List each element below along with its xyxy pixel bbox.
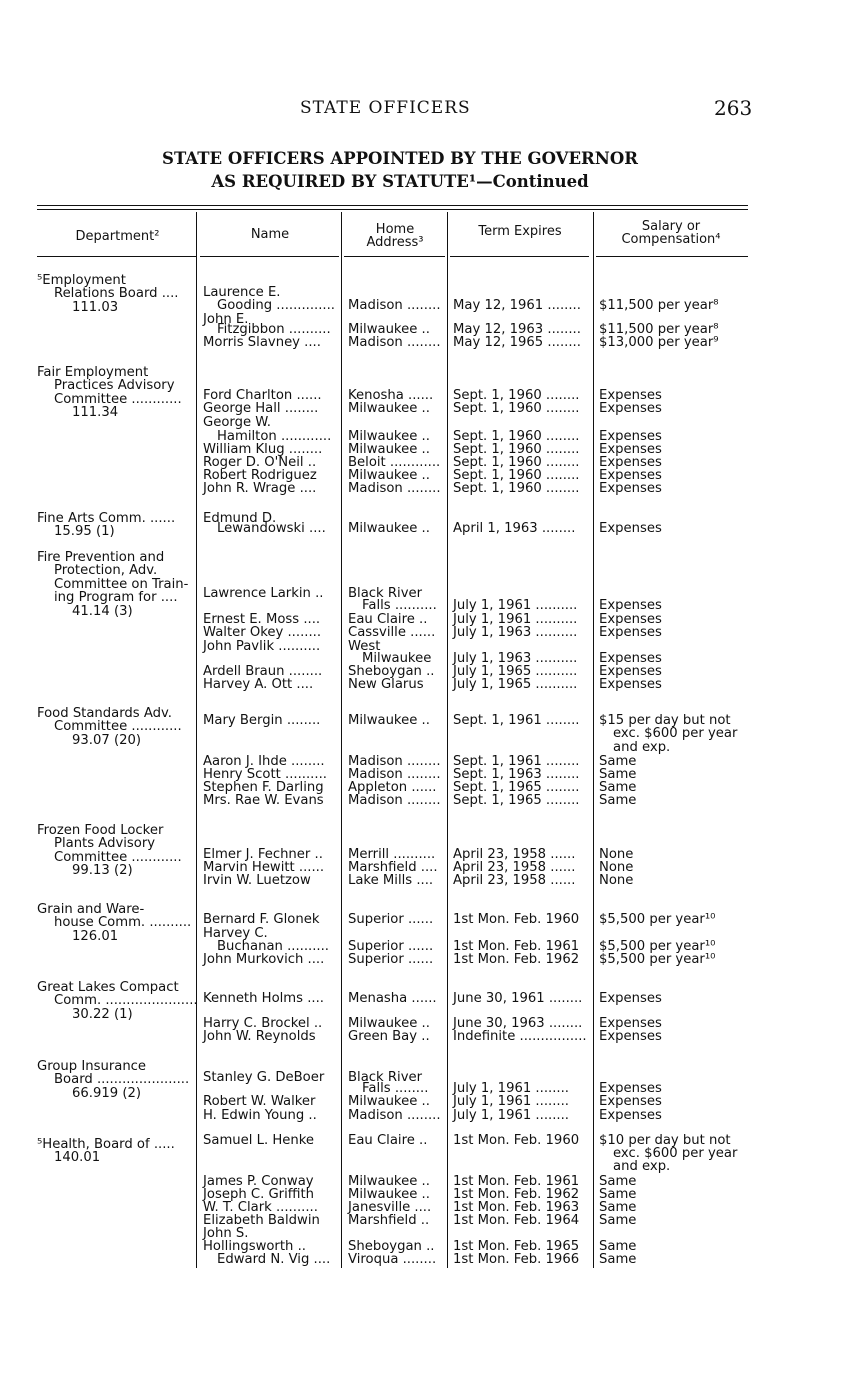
department-line: house Comm. .......... [54, 915, 192, 931]
officer-name-cell: Ford Charlton ...... [203, 388, 322, 403]
term-expires-cell: Sept. 1, 1965 ........ [453, 793, 580, 808]
term-expires-cell: 1st Mon. Feb. 1962 [453, 952, 580, 967]
officer-name-cell: Walter Okey ........ [203, 625, 322, 640]
officer-name-cell: James P. Conway [203, 1174, 314, 1189]
home-address-cell: Cassville ...... [348, 625, 436, 640]
officer-name-cell: Elizabeth Baldwin [203, 1213, 320, 1228]
officer-name-cell: Lewandowski .... [217, 521, 326, 536]
department-line: Grain and Ware- [37, 902, 145, 917]
home-address-cell: New Glarus [348, 677, 424, 692]
officer-name-cell: Stephen F. Darling [203, 780, 324, 795]
term-expires-cell: 1st Mon. Feb. 1966 [453, 1252, 580, 1267]
term-expires-cell: Sept. 1, 1960 ........ [453, 388, 580, 403]
home-address-cell: Black River [348, 586, 423, 601]
salary-cell: Same [599, 754, 637, 769]
department-line: Committee ............ [54, 719, 182, 735]
term-expires-cell: May 12, 1965 ........ [453, 335, 581, 350]
salary-cell: Expenses [599, 677, 662, 692]
salary-cell: Expenses [599, 651, 662, 666]
salary-cell: and exp. [613, 740, 671, 755]
department-entry [37, 1138, 197, 1165]
home-address-cell: Merrill .......... [348, 847, 436, 862]
department-line: ⁵Employment [37, 273, 126, 288]
officer-name-cell: Kenneth Holms .... [203, 991, 324, 1006]
term-expires-cell: May 12, 1961 ........ [453, 298, 581, 313]
home-address-cell: Madison ........ [348, 793, 441, 808]
term-expires-cell: 1st Mon. Feb. 1965 [453, 1239, 580, 1254]
officer-name-cell: John Murkovich .... [203, 952, 325, 967]
department-line: Comm. ...................... [54, 993, 198, 1009]
department-entry [37, 274, 197, 314]
salary-cell: Expenses [599, 598, 662, 613]
salary-cell: Expenses [599, 612, 662, 627]
officer-name-cell: Mrs. Rae W. Evans [203, 793, 324, 808]
term-expires-cell: July 1, 1965 .......... [453, 677, 578, 692]
home-address-cell: Milwaukee [362, 651, 432, 666]
term-expires-cell: July 1, 1961 .......... [453, 598, 578, 613]
officer-name-cell: Laurence E. [203, 285, 281, 300]
officer-name-cell: Marvin Hewitt ...... [203, 860, 325, 875]
department-line: 66.919 (2) [72, 1085, 142, 1101]
officer-name-cell: Gooding .............. [217, 298, 335, 313]
home-address-cell: Superior ...... [348, 939, 434, 954]
header-salary-line-2: Compensation⁴ [621, 232, 721, 247]
term-expires-cell: Sept. 1, 1960 ........ [453, 481, 580, 496]
salary-cell: None [599, 873, 634, 888]
officer-name-cell: Robert W. Walker [203, 1094, 316, 1109]
officer-name-cell: John Pavlik .......... [203, 639, 321, 654]
term-expires-cell: July 1, 1961 ........ [453, 1094, 569, 1109]
home-address-cell: Appleton ...... [348, 780, 437, 795]
salary-cell: Expenses [599, 664, 662, 679]
department-line: 41.14 (3) [72, 603, 133, 619]
term-expires-cell: May 12, 1963 ........ [453, 322, 581, 337]
salary-cell: $11,500 per year⁸ [599, 322, 719, 337]
department-line: Practices Advisory [54, 378, 175, 394]
department-entry [37, 824, 197, 878]
term-expires-cell: July 1, 1961 ........ [453, 1108, 569, 1123]
running-title: STATE OFFICERS [300, 98, 471, 118]
department-line: Great Lakes Compact [37, 980, 179, 995]
officer-name-cell: Harry C. Brockel .. [203, 1016, 323, 1031]
home-address-cell: Milwaukee .. [348, 713, 430, 728]
officer-name-cell: William Klug ........ [203, 442, 323, 457]
salary-cell: Expenses [599, 1081, 662, 1096]
home-address-cell: Milwaukee .. [348, 1174, 430, 1189]
salary-cell: $13,000 per year⁹ [599, 335, 719, 350]
officer-name-cell: Elmer J. Fechner .. [203, 847, 323, 862]
officer-name-cell: Samuel L. Henke [203, 1133, 315, 1148]
salary-cell: $5,500 per year¹⁰ [599, 912, 716, 927]
home-address-cell: Milwaukee .. [348, 322, 430, 337]
home-address-cell: Superior ...... [348, 952, 434, 967]
salary-cell: Expenses [599, 521, 662, 536]
officer-name-cell: Mary Bergin ........ [203, 713, 321, 728]
top-rule-inner [37, 209, 748, 210]
officer-name-cell: Henry Scott .......... [203, 767, 327, 782]
officer-name-cell: John S. [203, 1226, 249, 1241]
department-line: Fine Arts Comm. ...... [37, 511, 176, 526]
officer-name-cell: John R. Wrage .... [203, 481, 317, 496]
department-line: Food Standards Adv. [37, 706, 173, 721]
term-expires-cell: 1st Mon. Feb. 1963 [453, 1200, 580, 1215]
salary-cell: Expenses [599, 481, 662, 496]
term-expires-cell: Indefinite ................ [453, 1029, 587, 1044]
salary-cell: Same [599, 1252, 637, 1267]
term-expires-cell: July 1, 1965 .......... [453, 664, 578, 679]
top-rule [37, 205, 748, 206]
home-address-cell: Superior ...... [348, 912, 434, 927]
home-address-cell: Beloit ............ [348, 455, 441, 470]
term-expires-cell: Sept. 1, 1960 ........ [453, 442, 580, 457]
header-underline-department [37, 256, 197, 257]
department-line: Board ...................... [54, 1072, 190, 1088]
department-entry [37, 512, 197, 539]
home-address-cell: Menasha ...... [348, 991, 437, 1006]
home-address-cell: West [348, 639, 381, 654]
home-address-cell: Madison ........ [348, 481, 441, 496]
salary-cell: exc. $600 per year [613, 1146, 738, 1161]
department-line: Fire Prevention and [37, 550, 165, 565]
header-home-line-2: Address³ [366, 235, 424, 250]
salary-cell: Expenses [599, 455, 662, 470]
term-expires-cell: July 1, 1963 .......... [453, 625, 578, 640]
term-expires-cell: Sept. 1, 1960 ........ [453, 429, 580, 444]
officer-name-cell: Bernard F. Glonek [203, 912, 320, 927]
home-address-cell: Marshfield .. [348, 1213, 430, 1228]
salary-cell: $10 per day but not [599, 1133, 731, 1148]
term-expires-cell: Sept. 1, 1965 ........ [453, 780, 580, 795]
salary-cell: None [599, 847, 634, 862]
home-address-cell: Eau Claire .. [348, 612, 428, 627]
officer-name-cell: Fitzgibbon .......... [217, 322, 331, 337]
salary-cell: Expenses [599, 991, 662, 1006]
home-address-cell: Black River [348, 1070, 423, 1085]
header-salary-line-1: Salary or [641, 219, 701, 234]
department-line: 93.07 (20) [72, 732, 142, 748]
term-expires-cell: Sept. 1, 1960 ........ [453, 455, 580, 470]
department-line: 30.22 (1) [72, 1006, 133, 1022]
salary-cell: Same [599, 1187, 637, 1202]
home-address-cell: Sheboygan .. [348, 664, 435, 679]
home-address-cell: Janesville .... [348, 1200, 432, 1215]
home-address-cell: Milwaukee .. [348, 468, 430, 483]
department-entry [37, 707, 197, 747]
home-address-cell: Madison ........ [348, 298, 441, 313]
salary-cell: Same [599, 767, 637, 782]
home-address-cell: Milwaukee .. [348, 401, 430, 416]
term-expires-cell: July 1, 1961 .......... [453, 612, 578, 627]
officer-name-cell: Irvin W. Luetzow [203, 873, 311, 888]
home-address-cell: Falls ........ [362, 1081, 429, 1096]
salary-cell: Same [599, 780, 637, 795]
term-expires-cell: Sept. 1, 1961 ........ [453, 754, 580, 769]
home-address-cell: Milwaukee .. [348, 429, 430, 444]
department-entry [37, 551, 197, 618]
home-address-cell: Falls .......... [362, 598, 437, 613]
home-address-cell: Marshfield .... [348, 860, 438, 875]
department-line: Group Insurance [37, 1059, 147, 1074]
home-address-cell: Madison ........ [348, 1108, 441, 1123]
term-expires-cell: June 30, 1963 ........ [453, 1016, 583, 1031]
officer-name-cell: Edward N. Vig .... [217, 1252, 331, 1267]
department-line: Committee ............ [54, 849, 182, 865]
home-address-cell: Milwaukee .. [348, 1094, 430, 1109]
salary-cell: exc. $600 per year [613, 726, 738, 741]
department-line: 111.03 [72, 299, 119, 315]
officer-name-cell: Lawrence Larkin .. [203, 586, 324, 601]
officer-name-cell: Hamilton ............ [217, 429, 332, 444]
officer-name-cell: Buchanan .......... [217, 939, 330, 954]
department-line: 99.13 (2) [72, 863, 133, 879]
salary-cell: None [599, 860, 634, 875]
table-title-line-2: AS REQUIRED BY STATUTE¹—Continued [211, 172, 589, 191]
department-line: Protection, Adv. [54, 563, 158, 579]
term-expires-cell: Sept. 1, 1960 ........ [453, 468, 580, 483]
salary-cell: Same [599, 1200, 637, 1215]
column-line-3 [447, 212, 448, 1268]
salary-cell: Expenses [599, 625, 662, 640]
home-address-cell: Milwaukee .. [348, 1187, 430, 1202]
department-line: ⁵Health, Board of ..... [37, 1137, 175, 1152]
officer-name-cell: Ernest E. Moss .... [203, 612, 321, 627]
officer-name-cell: Aaron J. Ihde ........ [203, 754, 325, 769]
department-line: 140.01 [54, 1150, 101, 1166]
home-address-cell: Milwaukee .. [348, 442, 430, 457]
department-line: 126.01 [72, 928, 119, 944]
department-entry [37, 1060, 197, 1100]
salary-cell: Expenses [599, 1016, 662, 1031]
officer-name-cell: Stanley G. DeBoer [203, 1070, 325, 1085]
term-expires-cell: Sept. 1, 1961 ........ [453, 713, 580, 728]
term-expires-cell: Sept. 1, 1960 ........ [453, 401, 580, 416]
term-expires-cell: April 23, 1958 ...... [453, 847, 576, 862]
header-underline-name [200, 256, 339, 257]
header-name: Name [250, 227, 290, 242]
term-expires-cell: 1st Mon. Feb. 1960 [453, 1133, 580, 1148]
term-expires-cell: April 1, 1963 ........ [453, 521, 576, 536]
page-number: 263 [714, 96, 753, 120]
officer-name-cell: George Hall ........ [203, 401, 319, 416]
officer-name-cell: Harvey C. [203, 926, 268, 941]
home-address-cell: Kenosha ...... [348, 388, 434, 403]
officer-name-cell: Edmund D. [203, 511, 277, 526]
officer-name-cell: Robert Rodriguez [203, 468, 317, 483]
officer-name-cell: H. Edwin Young .. [203, 1108, 317, 1123]
header-underline-term [450, 256, 589, 257]
department-line: Committee on Train- [54, 576, 189, 592]
term-expires-cell: 1st Mon. Feb. 1961 [453, 939, 580, 954]
home-address-cell: Viroqua ........ [348, 1252, 437, 1267]
department-line: Frozen Food Locker [37, 823, 164, 838]
department-entry [37, 981, 197, 1021]
header-term: Term Expires [478, 224, 562, 239]
department-line: 111.34 [72, 405, 119, 421]
home-address-cell: Sheboygan .. [348, 1239, 435, 1254]
term-expires-cell: July 1, 1963 .......... [453, 651, 578, 666]
officer-name-cell: Hollingsworth .. [203, 1239, 306, 1254]
term-expires-cell: April 23, 1958 ...... [453, 873, 576, 888]
department-line: Committee ............ [54, 391, 182, 407]
term-expires-cell: 1st Mon. Feb. 1962 [453, 1187, 580, 1202]
department-line: Plants Advisory [54, 836, 156, 852]
officer-name-cell: Morris Slavney .... [203, 335, 321, 350]
officer-name-cell: Joseph C. Griffith [203, 1187, 315, 1202]
salary-cell: Expenses [599, 442, 662, 457]
salary-cell: Expenses [599, 1094, 662, 1109]
header-home-line-1: Home [375, 222, 415, 237]
home-address-cell: Madison ........ [348, 767, 441, 782]
home-address-cell: Milwaukee .. [348, 1016, 430, 1031]
salary-cell: Expenses [599, 401, 662, 416]
salary-cell: Expenses [599, 1029, 662, 1044]
term-expires-cell: 1st Mon. Feb. 1964 [453, 1213, 580, 1228]
officer-name-cell: George W. [203, 415, 271, 430]
salary-cell: Same [599, 1174, 637, 1189]
department-entry [37, 903, 197, 943]
term-expires-cell: July 1, 1961 ........ [453, 1081, 569, 1096]
home-address-cell: Madison ........ [348, 754, 441, 769]
officer-name-cell: Harvey A. Ott .... [203, 677, 314, 692]
salary-cell: $11,500 per year⁸ [599, 298, 719, 313]
term-expires-cell: 1st Mon. Feb. 1961 [453, 1174, 580, 1189]
header-department: Department² [75, 229, 160, 244]
home-address-cell: Green Bay .. [348, 1029, 430, 1044]
table-title-line-1: STATE OFFICERS APPOINTED BY THE GOVERNOR [162, 149, 638, 168]
term-expires-cell: 1st Mon. Feb. 1960 [453, 912, 580, 927]
department-line: 15.95 (1) [54, 524, 115, 540]
salary-cell: $15 per day but not [599, 713, 731, 728]
home-address-cell: Lake Mills .... [348, 873, 434, 888]
officer-name-cell: Roger D. O'Neil .. [203, 455, 317, 470]
term-expires-cell: Sept. 1, 1963 ........ [453, 767, 580, 782]
salary-cell: Expenses [599, 388, 662, 403]
department-line: Relations Board .... [54, 286, 179, 302]
salary-cell: Same [599, 793, 637, 808]
column-line-2 [341, 212, 342, 1268]
department-line: ing Program for .... [54, 590, 178, 606]
term-expires-cell: April 23, 1958 ...... [453, 860, 576, 875]
home-address-cell: Eau Claire .. [348, 1133, 428, 1148]
salary-cell: and exp. [613, 1159, 671, 1174]
salary-cell: $5,500 per year¹⁰ [599, 952, 716, 967]
salary-cell: Expenses [599, 429, 662, 444]
home-address-cell: Madison ........ [348, 335, 441, 350]
officer-name-cell: Ardell Braun ........ [203, 664, 323, 679]
officer-name-cell: John W. Reynolds [203, 1029, 316, 1044]
salary-cell: Expenses [599, 468, 662, 483]
salary-cell: $5,500 per year¹⁰ [599, 939, 716, 954]
salary-cell: Expenses [599, 1108, 662, 1123]
salary-cell: Same [599, 1213, 637, 1228]
officer-name-cell: W. T. Clark .......... [203, 1200, 318, 1215]
header-underline-home [344, 256, 445, 257]
term-expires-cell: June 30, 1961 ........ [453, 991, 583, 1006]
department-line: Fair Employment [37, 365, 149, 380]
column-line-4 [593, 212, 594, 1268]
header-underline-salary [596, 256, 748, 257]
officer-name-cell: John E. [203, 312, 249, 327]
salary-cell: Same [599, 1239, 637, 1254]
department-entry [37, 366, 197, 420]
home-address-cell: Milwaukee .. [348, 521, 430, 536]
